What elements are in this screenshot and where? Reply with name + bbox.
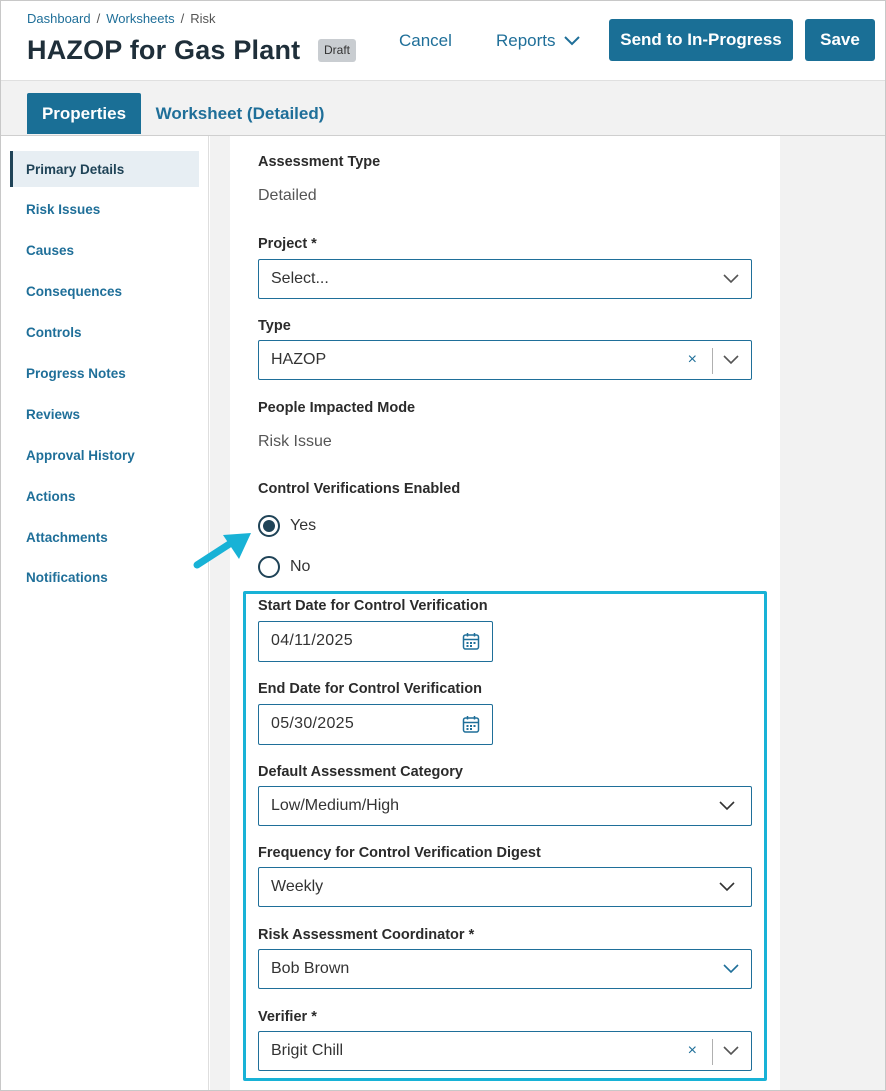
start-date-label: Start Date for Control Verification [258,598,488,614]
chevron-down-icon [723,963,739,975]
sidebar-item-label: Approval History [26,447,135,463]
reports-menu-button[interactable] [496,31,580,51]
breadcrumb-separator: / [180,11,185,26]
breadcrumb-current: Risk [190,11,216,26]
arrow-annotation-icon [191,529,255,571]
sidebar-item-label: Attachments [26,529,108,545]
type-select[interactable] [258,340,752,380]
breadcrumb-dashboard[interactable]: Dashboard [27,11,91,26]
project-select-value: Select... [271,270,329,287]
end-date-input[interactable] [258,704,493,745]
sidebar-item-label: Reviews [26,406,81,422]
clear-icon[interactable]: × [687,1042,697,1059]
assessment-type-value: Detailed [258,187,317,204]
select-divider [712,1039,713,1065]
sidebar-item-notifications[interactable] [10,559,199,595]
send-to-in-progress-button[interactable] [609,19,793,61]
assessment-type-label: Assessment Type [258,154,381,170]
page-header [1,1,885,81]
people-impacted-mode-value: Risk Issue [258,433,332,450]
start-date-input[interactable] [258,621,493,662]
chevron-down-icon[interactable] [723,354,739,366]
chevron-down-icon [723,273,739,285]
radio-dot [263,520,275,532]
radio-label-yes: Yes [290,517,317,534]
type-select-value: HAZOP [271,351,327,368]
chevron-down-icon[interactable] [723,1045,739,1057]
save-button[interactable] [805,19,875,61]
page-title: HAZOP for Gas Plant [27,35,301,65]
calendar-icon[interactable] [462,715,480,734]
tab-label: Properties [41,103,127,123]
coordinator-select[interactable] [258,949,752,989]
chevron-down-icon [719,881,735,893]
digest-frequency-label: Frequency for Control Verification Digest [258,845,541,861]
tab-label: Worksheet (Detailed) [155,103,325,123]
default-category-value: Low/Medium/High [271,797,400,814]
reports-label: Reports [496,31,556,50]
sidebar-item-causes[interactable] [10,232,199,268]
start-date-value: 04/11/2025 [271,632,353,649]
verifier-label: Verifier * [258,1009,317,1025]
default-category-label: Default Assessment Category [258,764,463,780]
radio-button-unchecked[interactable] [258,556,280,578]
radio-label-no: No [290,558,311,575]
verifier-value: Brigit Chill [271,1042,344,1059]
sidebar-item-controls[interactable] [10,314,199,350]
sidebar-item-actions[interactable] [10,478,199,514]
people-impacted-mode-label: People Impacted Mode [258,400,416,416]
radio-option-no[interactable] [258,556,310,578]
chevron-down-icon [564,36,580,46]
project-select[interactable] [258,259,752,299]
tab-properties[interactable] [27,93,141,134]
cancel-button[interactable] [399,31,452,51]
sidebar-item-label: Progress Notes [26,365,126,381]
sidebar-item-reviews[interactable] [10,396,199,432]
verifier-select[interactable] [258,1031,752,1071]
radio-option-yes[interactable] [258,515,316,537]
radio-button-checked[interactable] [258,515,280,537]
chevron-down-icon [719,800,735,812]
end-date-value: 05/30/2025 [271,715,355,732]
sidebar-item-attachments[interactable] [10,519,199,555]
sidebar-item-progress-notes[interactable] [10,355,199,391]
sidebar-item-label: Consequences [26,283,123,299]
save-label: Save [820,30,860,49]
sidebar-item-approval-history[interactable] [10,437,199,473]
tab-bar [1,81,885,136]
coordinator-label: Risk Assessment Coordinator * [258,927,475,943]
project-label: Project * [258,236,317,252]
digest-frequency-select[interactable] [258,867,752,907]
sidebar-item-primary-details[interactable] [10,151,199,187]
breadcrumb [27,11,216,26]
breadcrumb-separator: / [96,11,101,26]
control-verifications-enabled-label: Control Verifications Enabled [258,481,461,497]
sidebar-item-label: Notifications [26,569,108,585]
calendar-icon[interactable] [462,632,480,651]
sidebar-item-consequences[interactable] [10,273,199,309]
tab-worksheet-detailed[interactable] [151,93,329,134]
sidebar-item-label: Risk Issues [26,201,101,217]
select-divider [712,348,713,374]
sidebar-item-label: Primary Details [26,161,125,177]
sidebar-item-risk-issues[interactable] [10,191,199,227]
coordinator-value: Bob Brown [271,960,350,977]
cancel-label: Cancel [399,31,452,50]
sidebar-item-label: Actions [26,488,76,504]
sidebar-item-label: Causes [26,242,75,258]
digest-frequency-value: Weekly [271,878,324,895]
breadcrumb-worksheets[interactable]: Worksheets [106,11,175,26]
clear-icon[interactable]: × [687,351,697,368]
status-badge: Draft [318,39,356,62]
type-label: Type [258,318,291,334]
send-label: Send to In-Progress [620,30,782,49]
default-category-select[interactable] [258,786,752,826]
end-date-label: End Date for Control Verification [258,681,482,697]
sidebar-item-label: Controls [26,324,82,340]
